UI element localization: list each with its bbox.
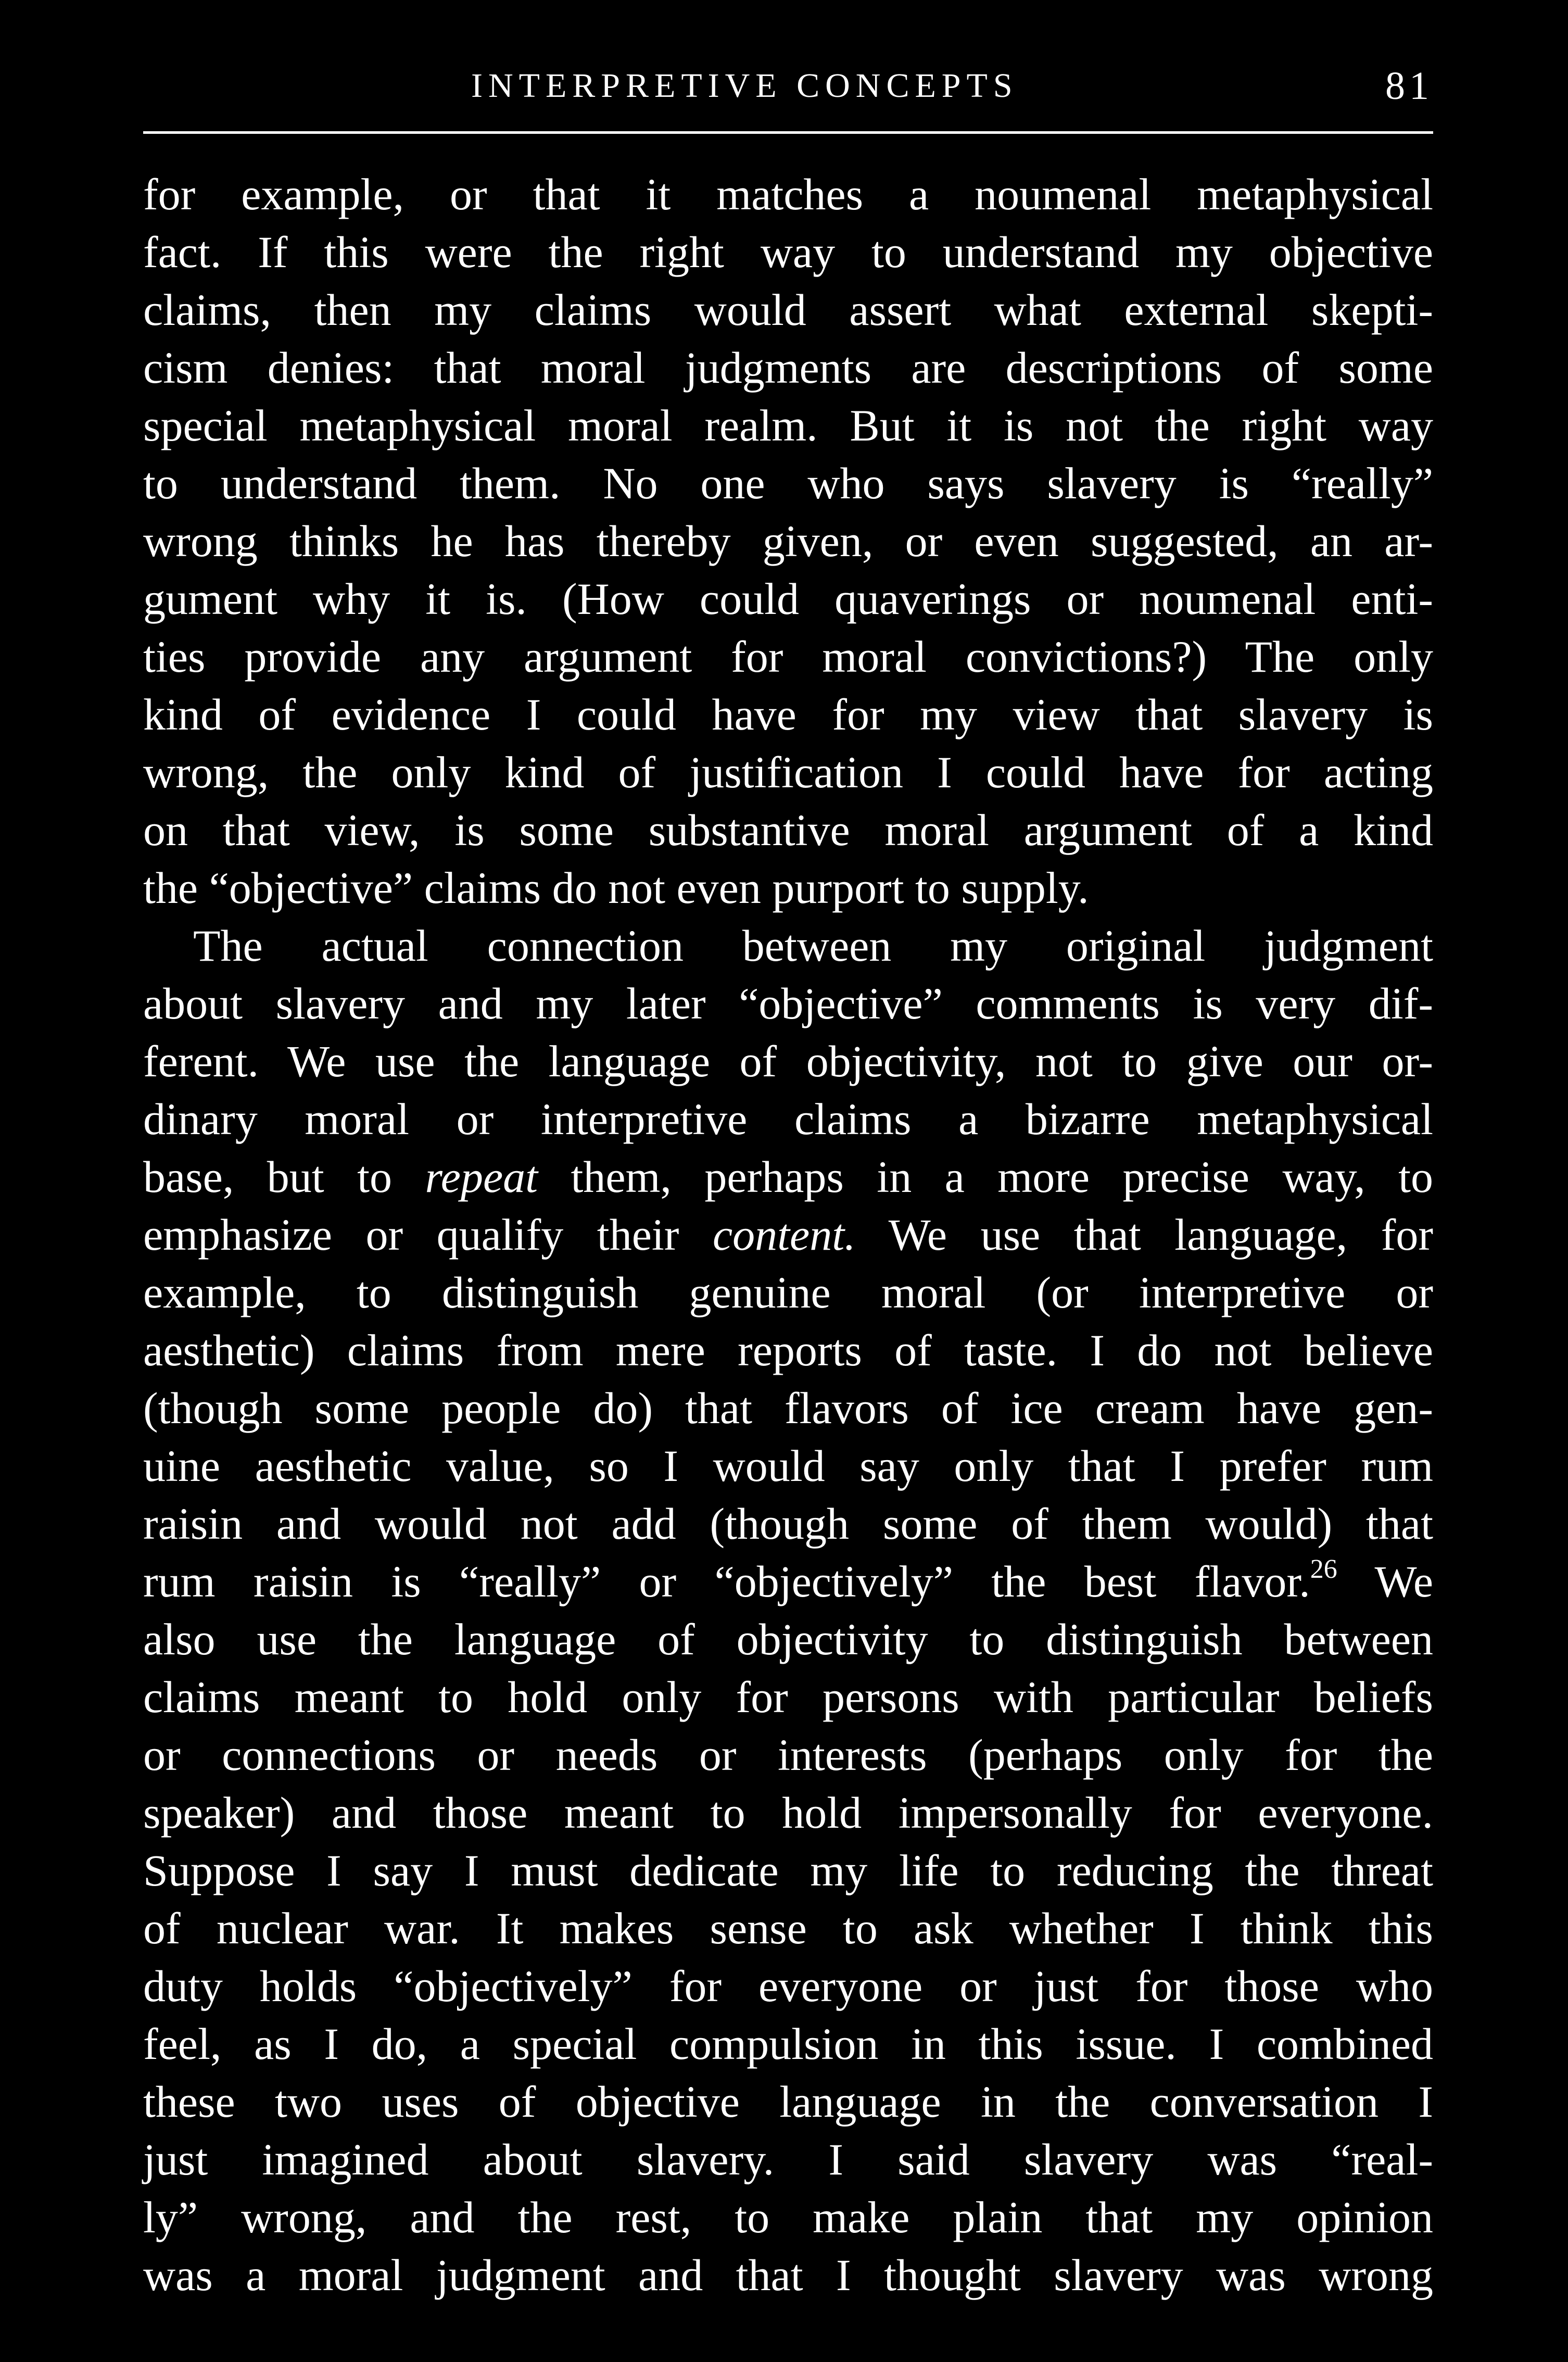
- text-line: to understand them. No one who says slavery is “really”: [143, 458, 1433, 508]
- text-line: kind of evidence I could have for my view that slavery is: [143, 689, 1433, 739]
- text-line: for example, or that it matches a noumenal metaphysical: [143, 169, 1433, 219]
- body-text: [143, 166, 1433, 2304]
- text-line: speaker) and those meant to hold impersonally for everyone.: [143, 1788, 1433, 1838]
- text-line: The actual connection between my original judgment: [193, 921, 1433, 971]
- text-run: emphasize or qualify their: [143, 1210, 713, 1260]
- text-line: wrong, the only kind of justification I could have for acting: [143, 747, 1433, 797]
- text-line: just imagined about slavery. I said slavery was “real-: [143, 2134, 1433, 2184]
- text-line: ferent. We use the language of objectivity, not to give our or-: [143, 1036, 1433, 1086]
- text-line: claims, then my claims would assert what external skepti-: [143, 285, 1433, 335]
- text-line: these two uses of objective language in the conversation I: [143, 2077, 1433, 2127]
- text-line: fact. If this were the right way to understand my objective: [143, 227, 1433, 277]
- header-rule: [143, 131, 1433, 134]
- text-line: raisin and would not add (though some of them would) that: [143, 1499, 1433, 1549]
- emphasis-repeat: repeat: [425, 1152, 538, 1202]
- text-run: base, but to: [143, 1152, 425, 1202]
- text-line: also use the language of objectivity to distinguish between: [143, 1614, 1433, 1664]
- text-line: feel, as I do, a special compulsion in this issue. I combined: [143, 2019, 1433, 2069]
- paragraph-1: [143, 166, 1433, 917]
- text-line: the “objective” claims do not even purport to supply.: [143, 863, 1089, 913]
- text-line: dinary moral or interpretive claims a bizarre metaphysical: [143, 1094, 1433, 1144]
- text-line: [143, 1206, 1433, 1264]
- text-line: or connections or needs or interests (perhaps only for the: [143, 1730, 1433, 1780]
- text-line: about slavery and my later “objective” comments is very dif-: [143, 978, 1433, 1028]
- text-line: was a moral judgment and that I thought slavery was wrong: [143, 2250, 1433, 2300]
- text-run: them, perhaps in a more precise way, to: [538, 1152, 1433, 1202]
- text-line: ly” wrong, and the rest, to make plain that my opinion: [143, 2192, 1433, 2242]
- text-line: wrong thinks he has thereby given, or even suggested, an ar-: [143, 516, 1433, 566]
- text-line: special metaphysical moral realm. But it is not the right way: [143, 400, 1433, 450]
- text-run: We: [1337, 1556, 1433, 1606]
- running-head: INTERPRETIVE CONCEPTS: [471, 67, 1018, 105]
- text-run: We use that language, for: [855, 1210, 1433, 1260]
- text-line: [143, 1553, 1433, 1611]
- text-line: example, to distinguish genuine moral (or interpretive or: [143, 1267, 1433, 1317]
- emphasis-content: content.: [712, 1210, 856, 1260]
- text-line: on that view, is some substantive moral argument of a kind: [143, 805, 1433, 855]
- text-line: (though some people do) that flavors of ice cream have gen-: [143, 1383, 1433, 1433]
- text-line: [143, 1148, 1433, 1206]
- text-line: gument why it is. (How could quaverings or noumenal enti-: [143, 574, 1433, 624]
- text-line: ties provide any argument for moral convictions?) The only: [143, 632, 1433, 682]
- text-line: duty holds “objectively” for everyone or just for those who: [143, 1961, 1433, 2011]
- text-line: Suppose I say I must dedicate my life to reducing the threat: [143, 1845, 1433, 1895]
- text-line: aesthetic) claims from mere reports of taste. I do not believe: [143, 1325, 1433, 1375]
- page-number: 81: [1385, 64, 1433, 108]
- text-line: uine aesthetic value, so I would say only that I prefer rum: [143, 1441, 1433, 1491]
- text-line: of nuclear war. It makes sense to ask whether I think this: [143, 1903, 1433, 1953]
- paragraph-2: [143, 917, 1433, 2304]
- text-line: cism denies: that moral judgments are descriptions of some: [143, 343, 1433, 393]
- page-header: [143, 55, 1433, 117]
- text-run: rum raisin is “really” or “objectively” the best flavor.: [143, 1556, 1310, 1606]
- text-line: claims meant to hold only for persons with particular beliefs: [143, 1672, 1433, 1722]
- footnote-marker[interactable]: 26: [1310, 1554, 1337, 1585]
